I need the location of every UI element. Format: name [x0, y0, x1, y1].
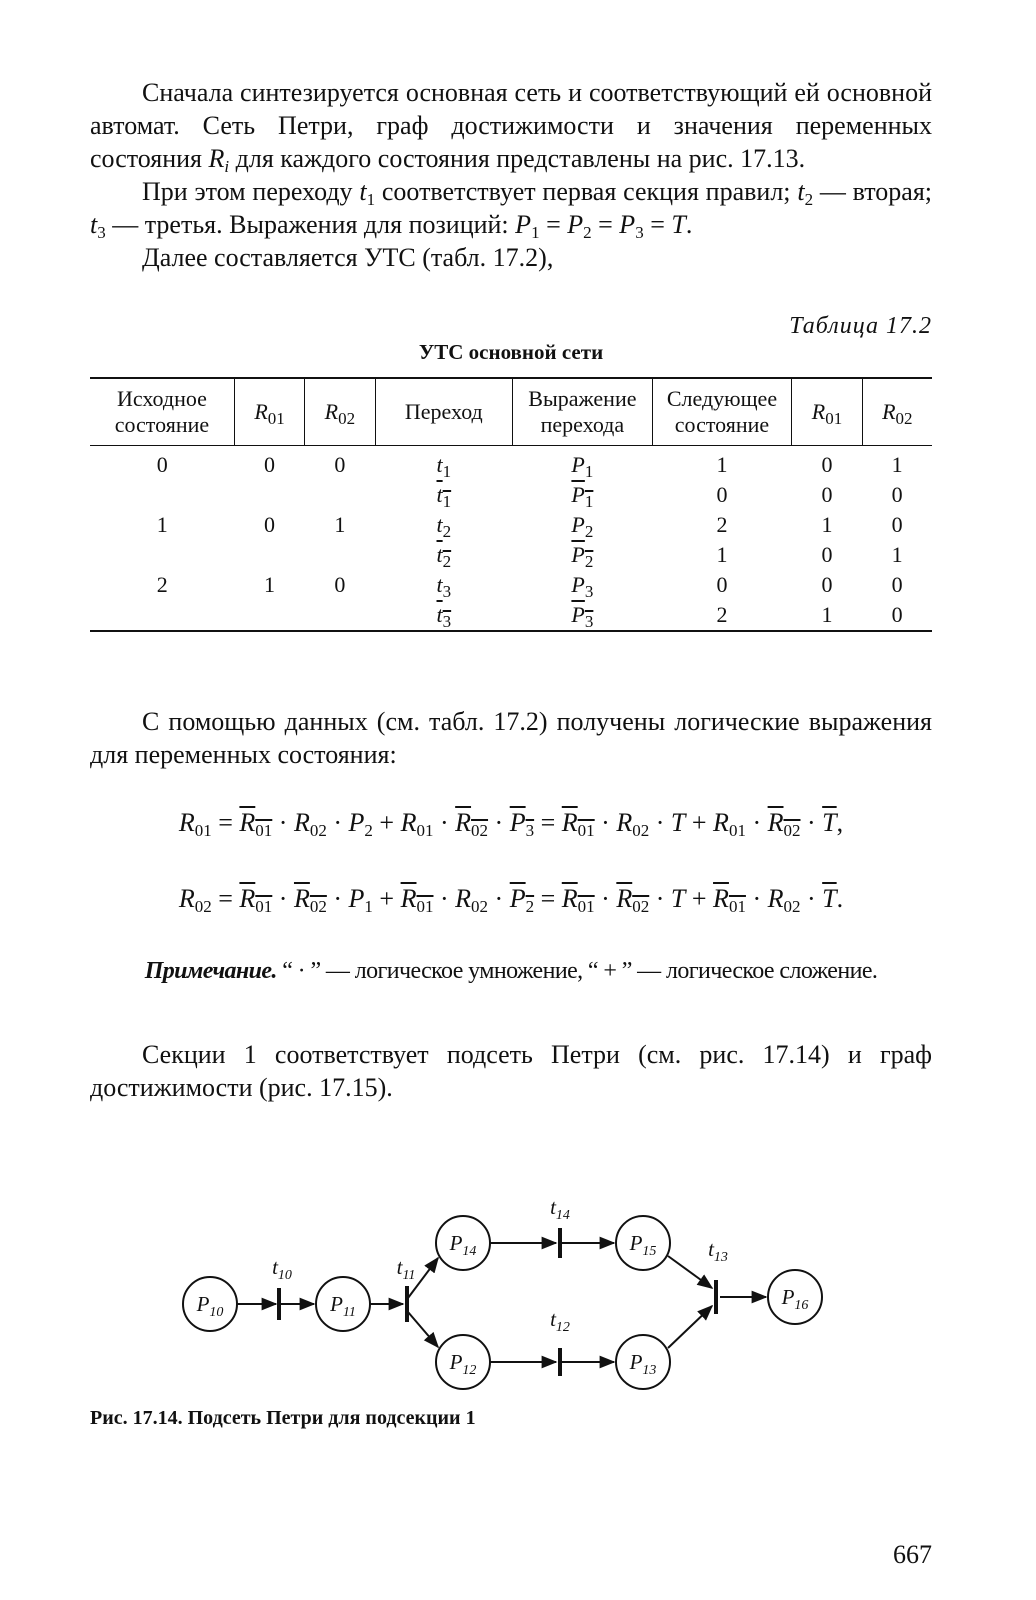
cell-next-r02: 0: [891, 572, 903, 597]
table-title: УТС основной сети: [418, 340, 604, 364]
place-p11: [316, 1277, 370, 1331]
cell-expression: $P_3$: [571, 572, 594, 601]
paragraph-4: С помощью данных (см. табл. 17.2) получены логические выражения для переменных состояния:: [90, 707, 932, 769]
header-next-r01: $R_{01}$: [792, 378, 862, 446]
cell-next-r01: 0: [821, 572, 833, 597]
header-expression: Выражение перехода: [513, 378, 652, 446]
table-row: [90, 446, 932, 481]
page-number: 667: [893, 1540, 932, 1569]
positions-expression: $P_1 = P_2 = P_3 = T$.: [515, 210, 693, 242]
cell-transition: $t_1$: [436, 482, 452, 511]
cell-next-r01: 1: [821, 512, 833, 537]
place-p10: [183, 1277, 237, 1331]
cell-next-state: 2: [716, 602, 728, 627]
label-p16: $P_{16}$: [781, 1285, 809, 1313]
table-row: [90, 510, 932, 540]
cell-state: [90, 540, 234, 570]
label-t10: $t_{10}$: [272, 1255, 292, 1283]
cell-transition: $t_2$: [436, 542, 452, 571]
place-p15: [616, 1216, 670, 1270]
cell-r02: [305, 480, 375, 510]
note-text: “ · ” — логическое умножение, “ + ” — логическое сложение.: [276, 958, 878, 984]
label-p10: $P_{10}$: [196, 1292, 224, 1320]
cell-expression: $P_1$: [571, 482, 594, 511]
cell-r01: 0: [264, 452, 276, 477]
table-number: Таблица 17.2: [789, 313, 932, 339]
label-p12: $P_{12}$: [449, 1350, 477, 1378]
label-t12: $t_{12}$: [550, 1307, 570, 1335]
cell-state: 2: [156, 572, 168, 597]
label-t11: $t_{11}$: [396, 1255, 416, 1283]
formula-r01: $R_{01} = R_{01} \cdot R_{02} \cdot P_2 + R_{01} \cdot R_{02} \cdot P_3 = R_{01} \cdot R_{02} \cdot T + R_{01} \cdot R_{02} \cdot \overline{T}$,: [178, 808, 844, 840]
cell-expression: $P_3$: [571, 602, 594, 631]
cell-next-r01: 0: [821, 542, 833, 567]
table-row: [90, 600, 932, 631]
transition-t14: [558, 1228, 562, 1258]
cell-next-r02: 0: [891, 482, 903, 507]
note-label: Примечание.: [144, 958, 277, 984]
transition-t11: [405, 1286, 409, 1322]
cell-state: 1: [156, 512, 168, 537]
cell-next-r02: 1: [891, 542, 903, 567]
cell-expression: $P_2$: [571, 512, 594, 541]
label-t13: $t_{13}$: [708, 1237, 728, 1265]
cell-next-r01: 0: [821, 482, 833, 507]
label-t14: $t_{14}$: [550, 1195, 570, 1223]
paragraph-3: Далее составляется УТС (табл. 17.2),: [142, 243, 554, 272]
header-next-state: Следующее состояние: [652, 378, 792, 446]
cell-next-r02: 0: [891, 512, 903, 537]
place-p12: [436, 1335, 490, 1389]
cell-r01: 0: [264, 512, 276, 537]
cell-state: 0: [156, 452, 168, 477]
formula-r02: $R_{02} = R_{01} \cdot R_{02} \cdot P_1 + R_{01} \cdot R_{02} \cdot P_2 = R_{01} \cdot R_{02} \cdot T + R_{01} \cdot R_{02} \cdot \overline{T}$.: [178, 884, 844, 916]
paragraph-1: Сначала синтезируется основная сеть и соответствующий ей основной автомат. Сеть Петри, граф достижимости и значения переменных состояния $R_i$ для каждого состояния представлены на рис. 17.13.: [90, 78, 932, 176]
header-r01: $R_{01}$: [234, 378, 304, 446]
place-p16: [768, 1270, 822, 1324]
cell-expression: $P_2$: [571, 542, 594, 571]
table-row: [90, 480, 932, 510]
note: [90, 958, 932, 985]
header-next-r02: $R_{02}$: [862, 378, 932, 446]
table-row: [90, 540, 932, 570]
header-r02: $R_{02}$: [305, 378, 375, 446]
cell-r02: [305, 540, 375, 570]
place-p14: [436, 1216, 490, 1270]
cell-r02: 0: [334, 452, 346, 477]
label-p13: $P_{13}$: [629, 1350, 657, 1378]
cell-transition: $t_3$: [436, 572, 452, 601]
cell-transition: $t_2$: [436, 512, 452, 541]
cell-next-r02: 1: [891, 452, 903, 477]
figure-caption: Рис. 17.14. Подсеть Петри для подсекции 1: [90, 1407, 476, 1429]
transition-t12: [558, 1348, 562, 1376]
cell-next-state: 0: [716, 482, 728, 507]
table-body: [90, 446, 932, 632]
header-transition: Переход: [375, 378, 513, 446]
petri-net-diagram: [90, 1180, 850, 1390]
label-p15: $P_{15}$: [629, 1231, 657, 1259]
cell-transition: $t_3$: [436, 602, 452, 631]
cell-r01: 1: [264, 572, 276, 597]
table-row: [90, 570, 932, 600]
cell-r01: [234, 600, 304, 631]
cell-next-r02: 0: [891, 602, 903, 627]
cell-expression: $P_1$: [571, 452, 594, 481]
header-source-state: Исходное состояние: [90, 378, 234, 446]
cell-next-r01: 1: [821, 602, 833, 627]
state-table: [90, 377, 932, 632]
cell-transition: $t_1$: [436, 452, 452, 481]
cell-r01: [234, 480, 304, 510]
cell-next-state: 1: [716, 452, 728, 477]
place-p13: [616, 1335, 670, 1389]
cell-next-state: 0: [716, 572, 728, 597]
cell-state: [90, 600, 234, 631]
cell-r02: [305, 600, 375, 631]
transition-t13: [714, 1280, 718, 1314]
cell-next-state: 1: [716, 542, 728, 567]
cell-state: [90, 480, 234, 510]
cell-r02: 1: [334, 512, 346, 537]
cell-next-r01: 0: [821, 452, 833, 477]
paragraph-2: При этом переходу $t_1$ соответствует первая секция правил; $t_2$ — вторая; $t_3$ — третья. Выражения для позиций: $P_1 = P_2 = P_3 = T$.: [90, 177, 933, 242]
table-header-row: [90, 378, 932, 446]
cell-next-state: 2: [716, 512, 728, 537]
cell-r01: [234, 540, 304, 570]
label-p11: $P_{11}$: [330, 1292, 356, 1320]
cell-r02: 0: [334, 572, 346, 597]
transition-t10: [277, 1288, 281, 1320]
paragraph-5: Секции 1 соответствует подсеть Петри (см. рис. 17.14) и граф достижимости (рис. 17.15).: [90, 1040, 932, 1102]
label-p14: $P_{14}$: [449, 1231, 477, 1259]
